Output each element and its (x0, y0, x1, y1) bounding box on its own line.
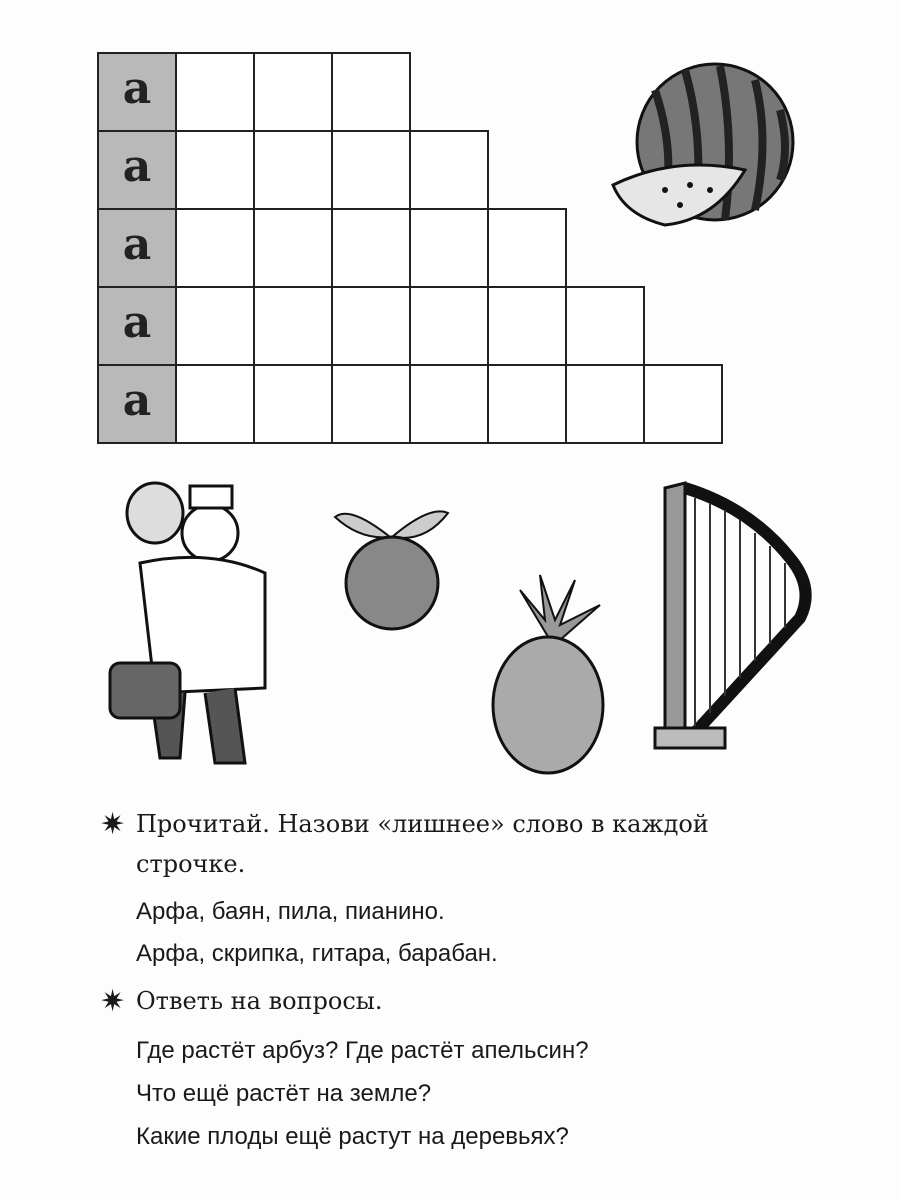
watermelon-image (605, 60, 800, 235)
star-icon: ✷ (100, 985, 126, 1018)
harp-image (650, 478, 820, 758)
orange-image (330, 505, 455, 635)
blank-cell[interactable] (331, 364, 411, 444)
letter-cell: а (97, 286, 177, 366)
task1-instruction-line1: Прочитай. Назови «лишнее» слово в каждой (136, 810, 709, 838)
blank-cell[interactable] (487, 286, 567, 366)
blank-cell[interactable] (175, 208, 255, 288)
letter-cell: а (97, 130, 177, 210)
letter-cell: а (97, 364, 177, 444)
task2-item: Что ещё растёт на земле? (136, 1080, 432, 1107)
blank-cell[interactable] (253, 286, 333, 366)
blank-cell[interactable] (409, 364, 489, 444)
blank-cell[interactable] (253, 208, 333, 288)
task2-item: Какие плоды ещё растут на деревьях? (136, 1123, 569, 1150)
blank-cell[interactable] (409, 286, 489, 366)
blank-cell[interactable] (175, 52, 255, 132)
blank-cell[interactable] (253, 130, 333, 210)
blank-cell[interactable] (253, 364, 333, 444)
task2-title: Ответь на вопросы. (136, 987, 383, 1015)
blank-cell[interactable] (409, 208, 489, 288)
blank-cell[interactable] (331, 208, 411, 288)
blank-cell[interactable] (175, 364, 255, 444)
blank-cell[interactable] (331, 52, 411, 132)
blank-cell[interactable] (175, 286, 255, 366)
doctor-image (105, 478, 275, 773)
blank-cell[interactable] (409, 130, 489, 210)
pineapple-image (490, 570, 610, 775)
blank-cell[interactable] (487, 364, 567, 444)
blank-cell[interactable] (331, 286, 411, 366)
blank-cell[interactable] (331, 130, 411, 210)
task1-item: Арфа, скрипка, гитара, барабан. (136, 940, 498, 967)
blank-cell[interactable] (565, 364, 645, 444)
blank-cell[interactable] (565, 286, 645, 366)
task2-item: Где растёт арбуз? Где растёт апельсин? (136, 1037, 589, 1064)
letter-cell: а (97, 208, 177, 288)
blank-cell[interactable] (175, 130, 255, 210)
letter-cell: а (97, 52, 177, 132)
blank-cell[interactable] (487, 208, 567, 288)
task1-item: Арфа, баян, пила, пианино. (136, 898, 445, 925)
blank-cell[interactable] (643, 364, 723, 444)
task1-instruction-line2: строчке. (136, 850, 246, 878)
blank-cell[interactable] (253, 52, 333, 132)
star-icon: ✷ (100, 808, 126, 841)
